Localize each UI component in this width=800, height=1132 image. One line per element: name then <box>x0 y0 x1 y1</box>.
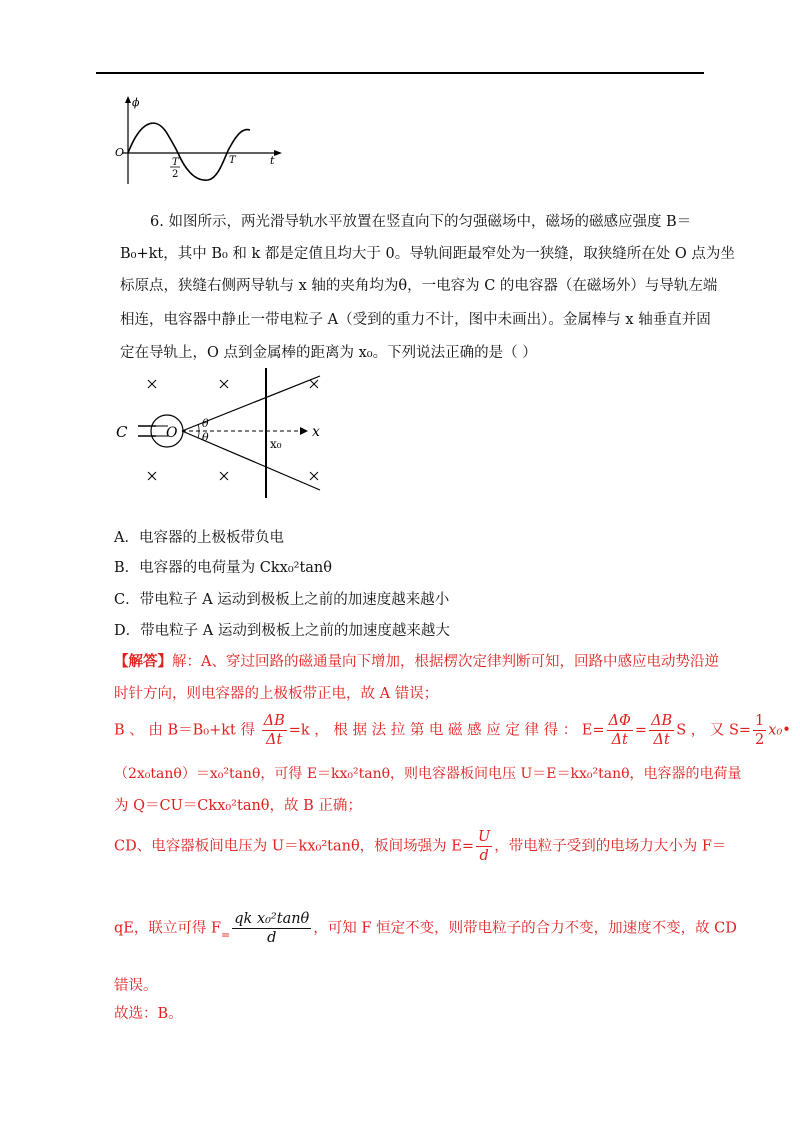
question-line-3: 标原点，狭缝右侧两导轨与 x 轴的夹角均为θ，一电容为 C 的电容器（在磁场外）与导轨左端 <box>120 278 718 294</box>
line6-a: CD、电容器板间电压为 U＝kx₀²tanθ，板间场强为 E= <box>114 838 475 855</box>
answer-line-8: 错误。 <box>114 978 158 994</box>
t-label: t <box>270 154 275 167</box>
phi-label: ϕ <box>132 96 140 109</box>
option-d: D．带电粒子 A 运动到极板上之前的加速度越来越大 <box>114 623 450 639</box>
line3-d: S ， 又 S= <box>676 722 752 739</box>
line7-b: ，可知 F 恒定不变，则带电粒子的合力不变，加速度不变，故 CD <box>313 920 737 937</box>
frac-f: $\frac{\text{qk x₀²tanθ}}{d}$ <box>234 911 310 946</box>
frac-dphi-dt: $\frac{\Delta\Phi}{\Delta t}$ <box>608 713 631 748</box>
phi-t-graph <box>112 92 292 192</box>
answer-line-2: 时针方向，则电容器的上极板带正电，故 A 错误； <box>114 686 439 702</box>
frac-one-half: $\frac{1}{2}$ <box>755 713 765 748</box>
answer-line-5: 为 Q＝CU＝Ckx₀²tanθ，故 B 正确； <box>114 798 362 814</box>
line3-b: =k ， 根 据 法 拉 第 电 磁 感 应 定 律 得 ： E= <box>288 722 605 739</box>
question-line-1: 6. 如图所示，两光滑导轨水平放置在竖直向下的匀强磁场中，磁场的磁感应强度 B＝ <box>150 214 692 230</box>
option-c: C．带电粒子 A 运动到极板上之前的加速度越来越小 <box>114 592 450 608</box>
answer-line-1-text: 解：A、穿过回路的磁通量向下增加，根据楞次定律判断可知，回路中感应电动势沿逆 <box>172 654 719 670</box>
header-rule <box>96 72 704 74</box>
x0-label: x₀ <box>270 437 282 451</box>
frac-db-dt-2: $\frac{\Delta B}{\Delta t}$ <box>651 713 673 748</box>
question-line-5: 定在导轨上，O 点到金属棒的距离为 x₀。下列说法正确的是（ ） <box>120 345 537 361</box>
half-t-den: 2 <box>172 169 179 180</box>
x-axis-label: x <box>312 424 320 440</box>
line3-e: x₀• <box>768 722 791 739</box>
rail-diagram <box>112 366 332 506</box>
line3-a: B 、 由 B＝B₀+kt 得 <box>114 722 255 739</box>
origin-label: O <box>115 146 125 159</box>
line3-c: = <box>634 722 648 739</box>
half-t-num: T <box>172 157 179 168</box>
line6-b: ，带电粒子受到的电场力大小为 F＝ <box>494 838 727 855</box>
option-b: B．电容器的电荷量为 Ckx₀²tanθ <box>114 560 332 576</box>
frac-u-d: $\frac{U}{d}$ <box>478 829 491 864</box>
capacitor-label: C <box>116 423 128 441</box>
o-point-label: O <box>166 425 178 441</box>
answer-line-6 <box>114 828 726 865</box>
line7-a: qE，联立可得 F <box>114 920 222 937</box>
theta-top-label: θ <box>202 417 209 430</box>
answer-line-4: （2x₀tanθ）＝x₀²tanθ，可得 E＝kx₀²tanθ，则电容器板间电压 U＝E＝kx₀²tanθ，电容器的电荷量 <box>114 766 742 782</box>
option-a: A．电容器的上极板带负电 <box>114 530 284 546</box>
t-period-label: T <box>229 155 236 166</box>
question-line-2: B₀+kt，其中 B₀ 和 k 都是定值且均大于 0。导轨间距最窄处为一狭缝，取狭缝所在处 O 点为坐 <box>120 246 735 262</box>
line7-eq: = <box>221 928 231 942</box>
question-line-4: 相连，电容器中静止一带电粒子 A（受到的重力不计，图中未画出）。金属棒与 x 轴垂直并固 <box>120 312 711 328</box>
answer-line-1 <box>114 652 719 672</box>
frac-db-dt: $\frac{\Delta B}{\Delta t}$ <box>263 713 285 748</box>
answer-line-9: 故选：B。 <box>114 1006 183 1022</box>
answer-line-3 <box>114 712 791 749</box>
answer-tag: 【解答】 <box>114 653 172 670</box>
theta-bottom-label: θ <box>202 431 209 444</box>
answer-line-7 <box>114 910 737 947</box>
